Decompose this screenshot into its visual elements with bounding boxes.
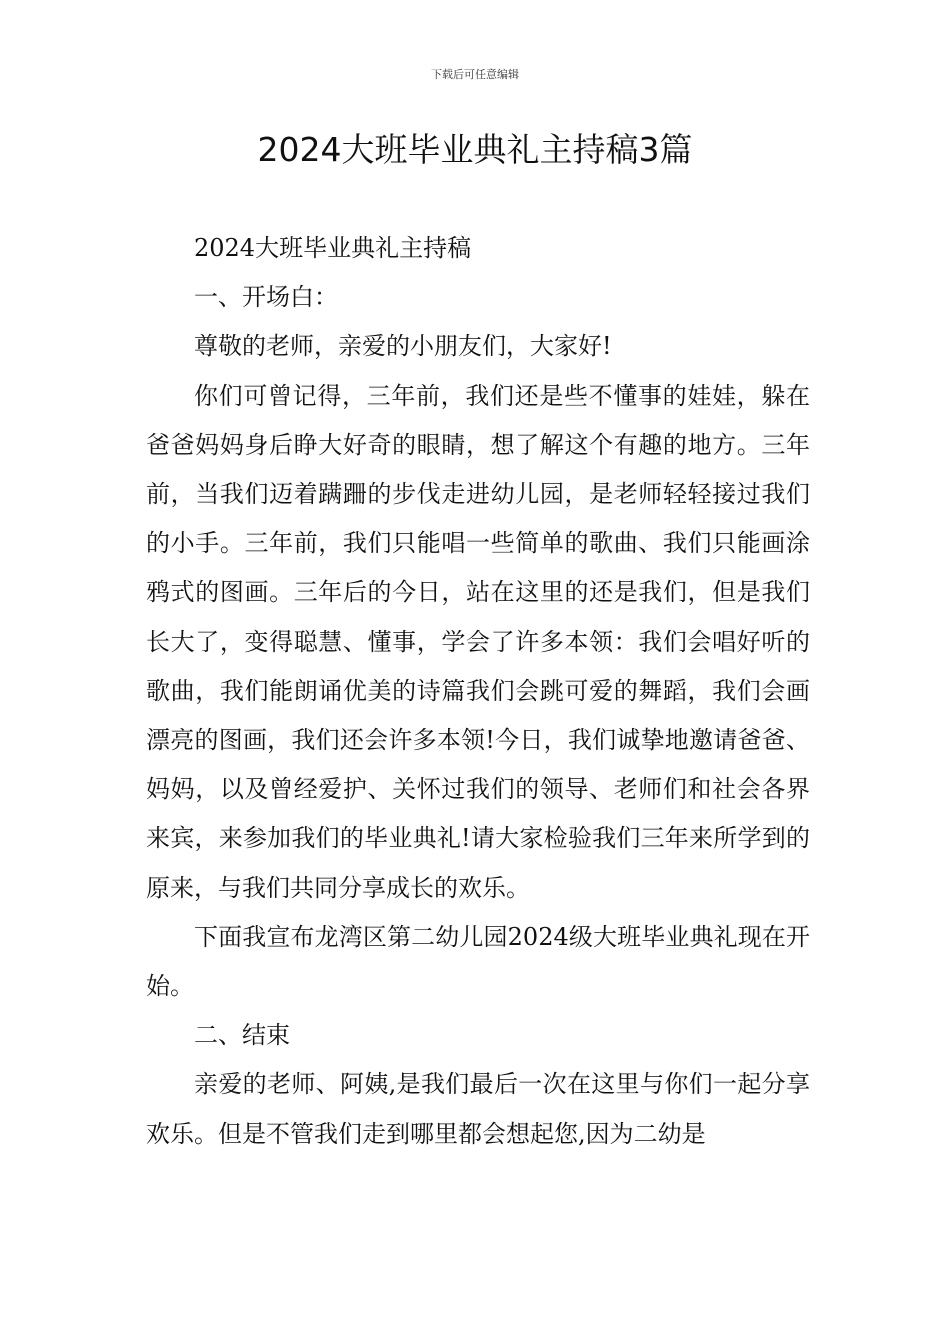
document-body <box>146 224 810 1159</box>
section-heading-opening: 一、开场白： <box>194 283 338 312</box>
document-title: 2024大班毕业典礼主持稿3篇 <box>257 130 693 169</box>
announcement-paragraph: 下面我宣布龙湾区第二幼儿园2024级大班毕业典礼现在开始。 <box>146 922 810 1001</box>
closing-paragraph: 亲爱的老师、阿姨,是我们最后一次在这里与你们一起分享欢乐。但是不管我们走到哪里都会想起您,因为二幼是 <box>146 1070 810 1148</box>
header-note: 下载后可任意编辑 <box>431 68 519 81</box>
body-paragraph: 你们可曾记得，三年前，我们还是些不懂事的娃娃，躲在爸爸妈妈身后睁大好奇的眼睛，想了解这个有趣的地方。三年前，当我们迈着蹒跚的步伐走进幼儿园，是老师轻轻接过我们的小手。三年前，我们只能唱一些简单的歌曲、我们只能画涂鸦式的图画。三年后的今日，站在这里的还是我们，但是我们长大了，变得聪慧、懂事，学会了许多本领：我们会唱好听的歌曲，我们能朗诵优美的诗篇我们会跳可爱的舞蹈，我们会画漂亮的图画，我们还会许多本领!今日，我们诚挚地邀请爸爸、妈妈，以及曾经爱护、关怀过我们的领导、老师们和社会各界来宾，来参加我们的毕业典礼!请大家检验我们三年来所学到的原来，与我们共同分享成长的欢乐。 <box>146 381 810 902</box>
subtitle-paragraph: 2024大班毕业典礼主持稿 <box>194 234 472 262</box>
section-heading-closing: 二、结束 <box>194 1021 290 1050</box>
greeting-paragraph: 尊敬的老师，亲爱的小朋友们，大家好! <box>194 332 612 361</box>
